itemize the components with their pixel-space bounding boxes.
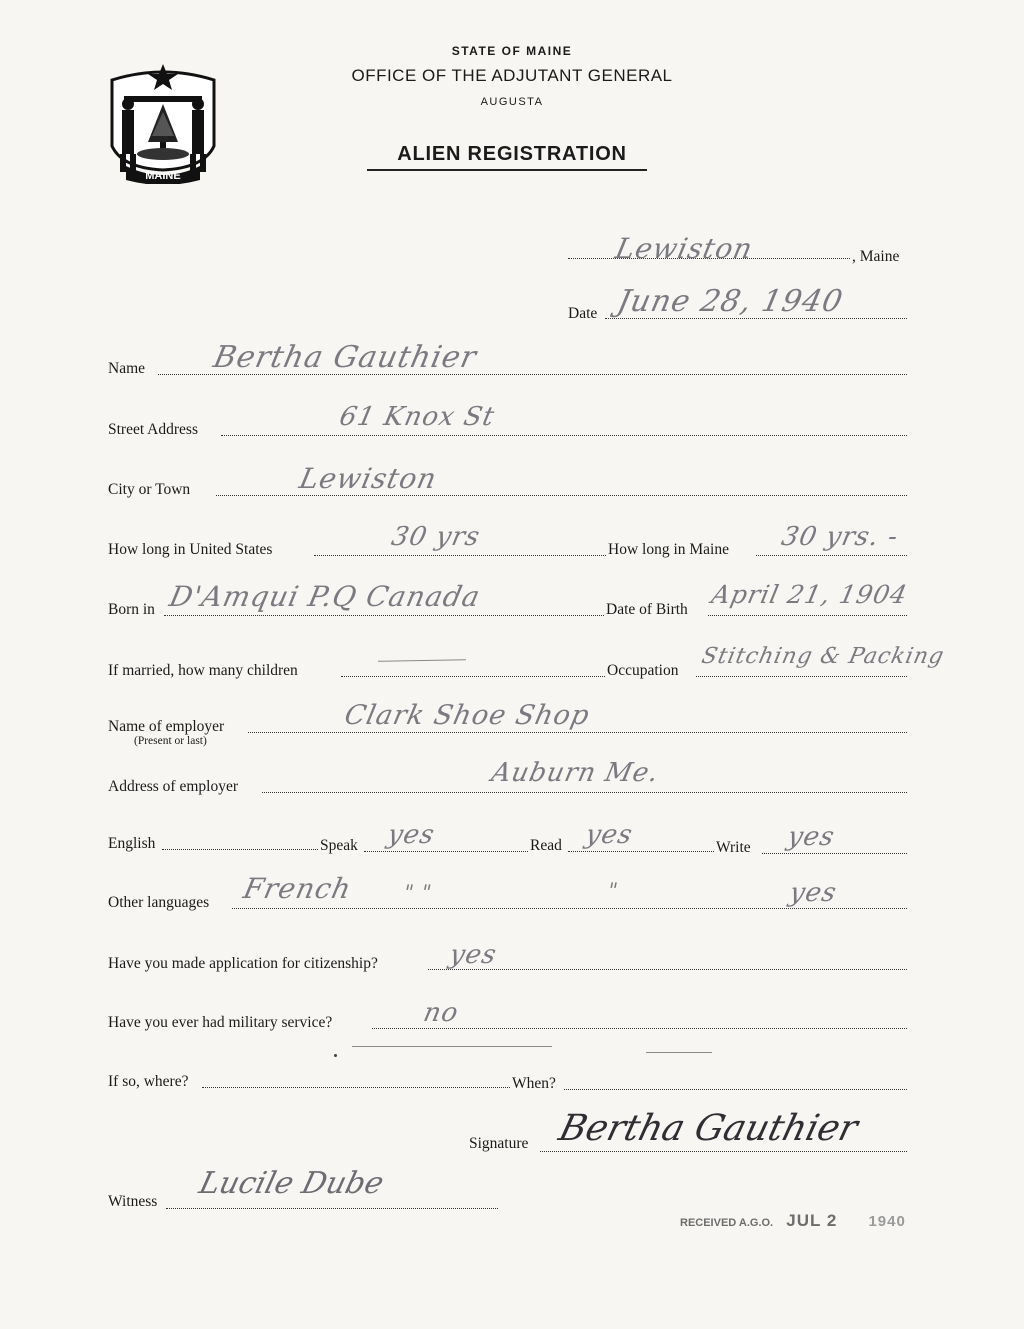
street-value: 61 Knox St [336,402,498,432]
citizenship-value: yes [446,940,500,970]
received-stamp [680,1211,906,1231]
employer-address-value: Auburn Me. [488,758,662,788]
read-value: yes [582,820,636,850]
occupation-value: Stitching & Packing [699,644,947,669]
stamp-date: JUL 2 [786,1211,838,1230]
street-label: Street Address [108,421,198,438]
stamp-received: RECEIVED A.G.O. [680,1217,774,1229]
employer-sublabel: (Present or last) [134,735,207,747]
signature-label: Signature [469,1135,529,1152]
seal-text: MAINE [145,170,181,182]
place-suffix: , Maine [852,248,900,265]
write-value: yes [784,822,838,852]
header-state: STATE OF MAINE [451,44,573,58]
english-line [162,849,318,850]
read-label: Read [530,837,562,854]
employer-address-line [262,792,907,793]
place-value: Lewiston [612,232,757,265]
stamp-year: 1940 [868,1213,906,1230]
us-duration-value: 30 yrs [388,522,484,552]
date-label: Date [568,305,598,322]
children-label: If married, how many children [108,662,298,679]
title-underline [367,169,647,171]
military-line [372,1028,907,1029]
speak-value: yes [384,820,438,850]
occupation-label: Occupation [607,662,679,679]
witness-label: Witness [108,1193,158,1210]
where-line [202,1087,510,1088]
born-label: Born in [108,601,155,618]
children-line [341,676,605,677]
military-dash-right [646,1052,712,1053]
speak-line [364,851,528,852]
employer-address-label: Address of employer [108,778,238,795]
other-write-value: yes [786,878,840,908]
other-languages-line [232,908,907,909]
date-value: June 28, 1940 [614,284,847,319]
dob-line [708,615,907,616]
form-title: ALIEN REGISTRATION [397,143,627,165]
employer-line [248,732,907,733]
write-label: Write [716,839,751,856]
signature-value: Bertha Gauthier [554,1108,862,1149]
citizenship-label: Have you made application for citizenship? [108,955,378,972]
maine-duration-label: How long in Maine [608,541,729,558]
when-label: When? [512,1075,556,1092]
name-label: Name [108,360,146,377]
speak-label: Speak [320,837,358,854]
us-duration-line [314,555,606,556]
witness-value: Lucile Dube [195,1166,388,1201]
city-value: Lewiston [296,462,441,495]
citizenship-line [428,969,907,970]
employer-value: Clark Shoe Shop [341,700,593,731]
dob-value: April 21, 1904 [708,580,911,609]
children-dash [378,659,466,662]
military-label: Have you ever had military service? [108,1014,333,1031]
other-speak-value: " " [401,880,435,904]
where-label: If so, where? [108,1073,189,1090]
other-read-value: " [605,878,621,902]
english-label: English [108,835,156,852]
other-languages-value: French [240,872,355,905]
signature-line [540,1151,907,1152]
maine-duration-line [756,555,907,556]
street-line [221,435,907,436]
city-line [216,495,907,496]
name-value: Bertha Gauthier [210,340,480,375]
born-line [164,615,604,616]
header-office: OFFICE OF THE ADJUTANT GENERAL [351,66,673,85]
header-city: AUGUSTA [480,96,544,108]
dob-label: Date of Birth [606,601,688,618]
maine-duration-value: 30 yrs. - [778,522,902,552]
born-value: D'Amqui P.Q Canada [166,580,484,613]
military-dash-left [352,1046,552,1047]
read-line [568,851,714,852]
occupation-line [696,676,907,677]
city-label: City or Town [108,481,191,498]
ink-speck [334,1054,337,1057]
write-line [762,853,907,854]
when-line [564,1089,907,1090]
us-duration-label: How long in United States [108,541,273,558]
other-languages-label: Other languages [108,894,210,911]
military-value: no [420,998,462,1028]
employer-label: Name of employer [108,718,225,735]
witness-line [166,1208,498,1209]
